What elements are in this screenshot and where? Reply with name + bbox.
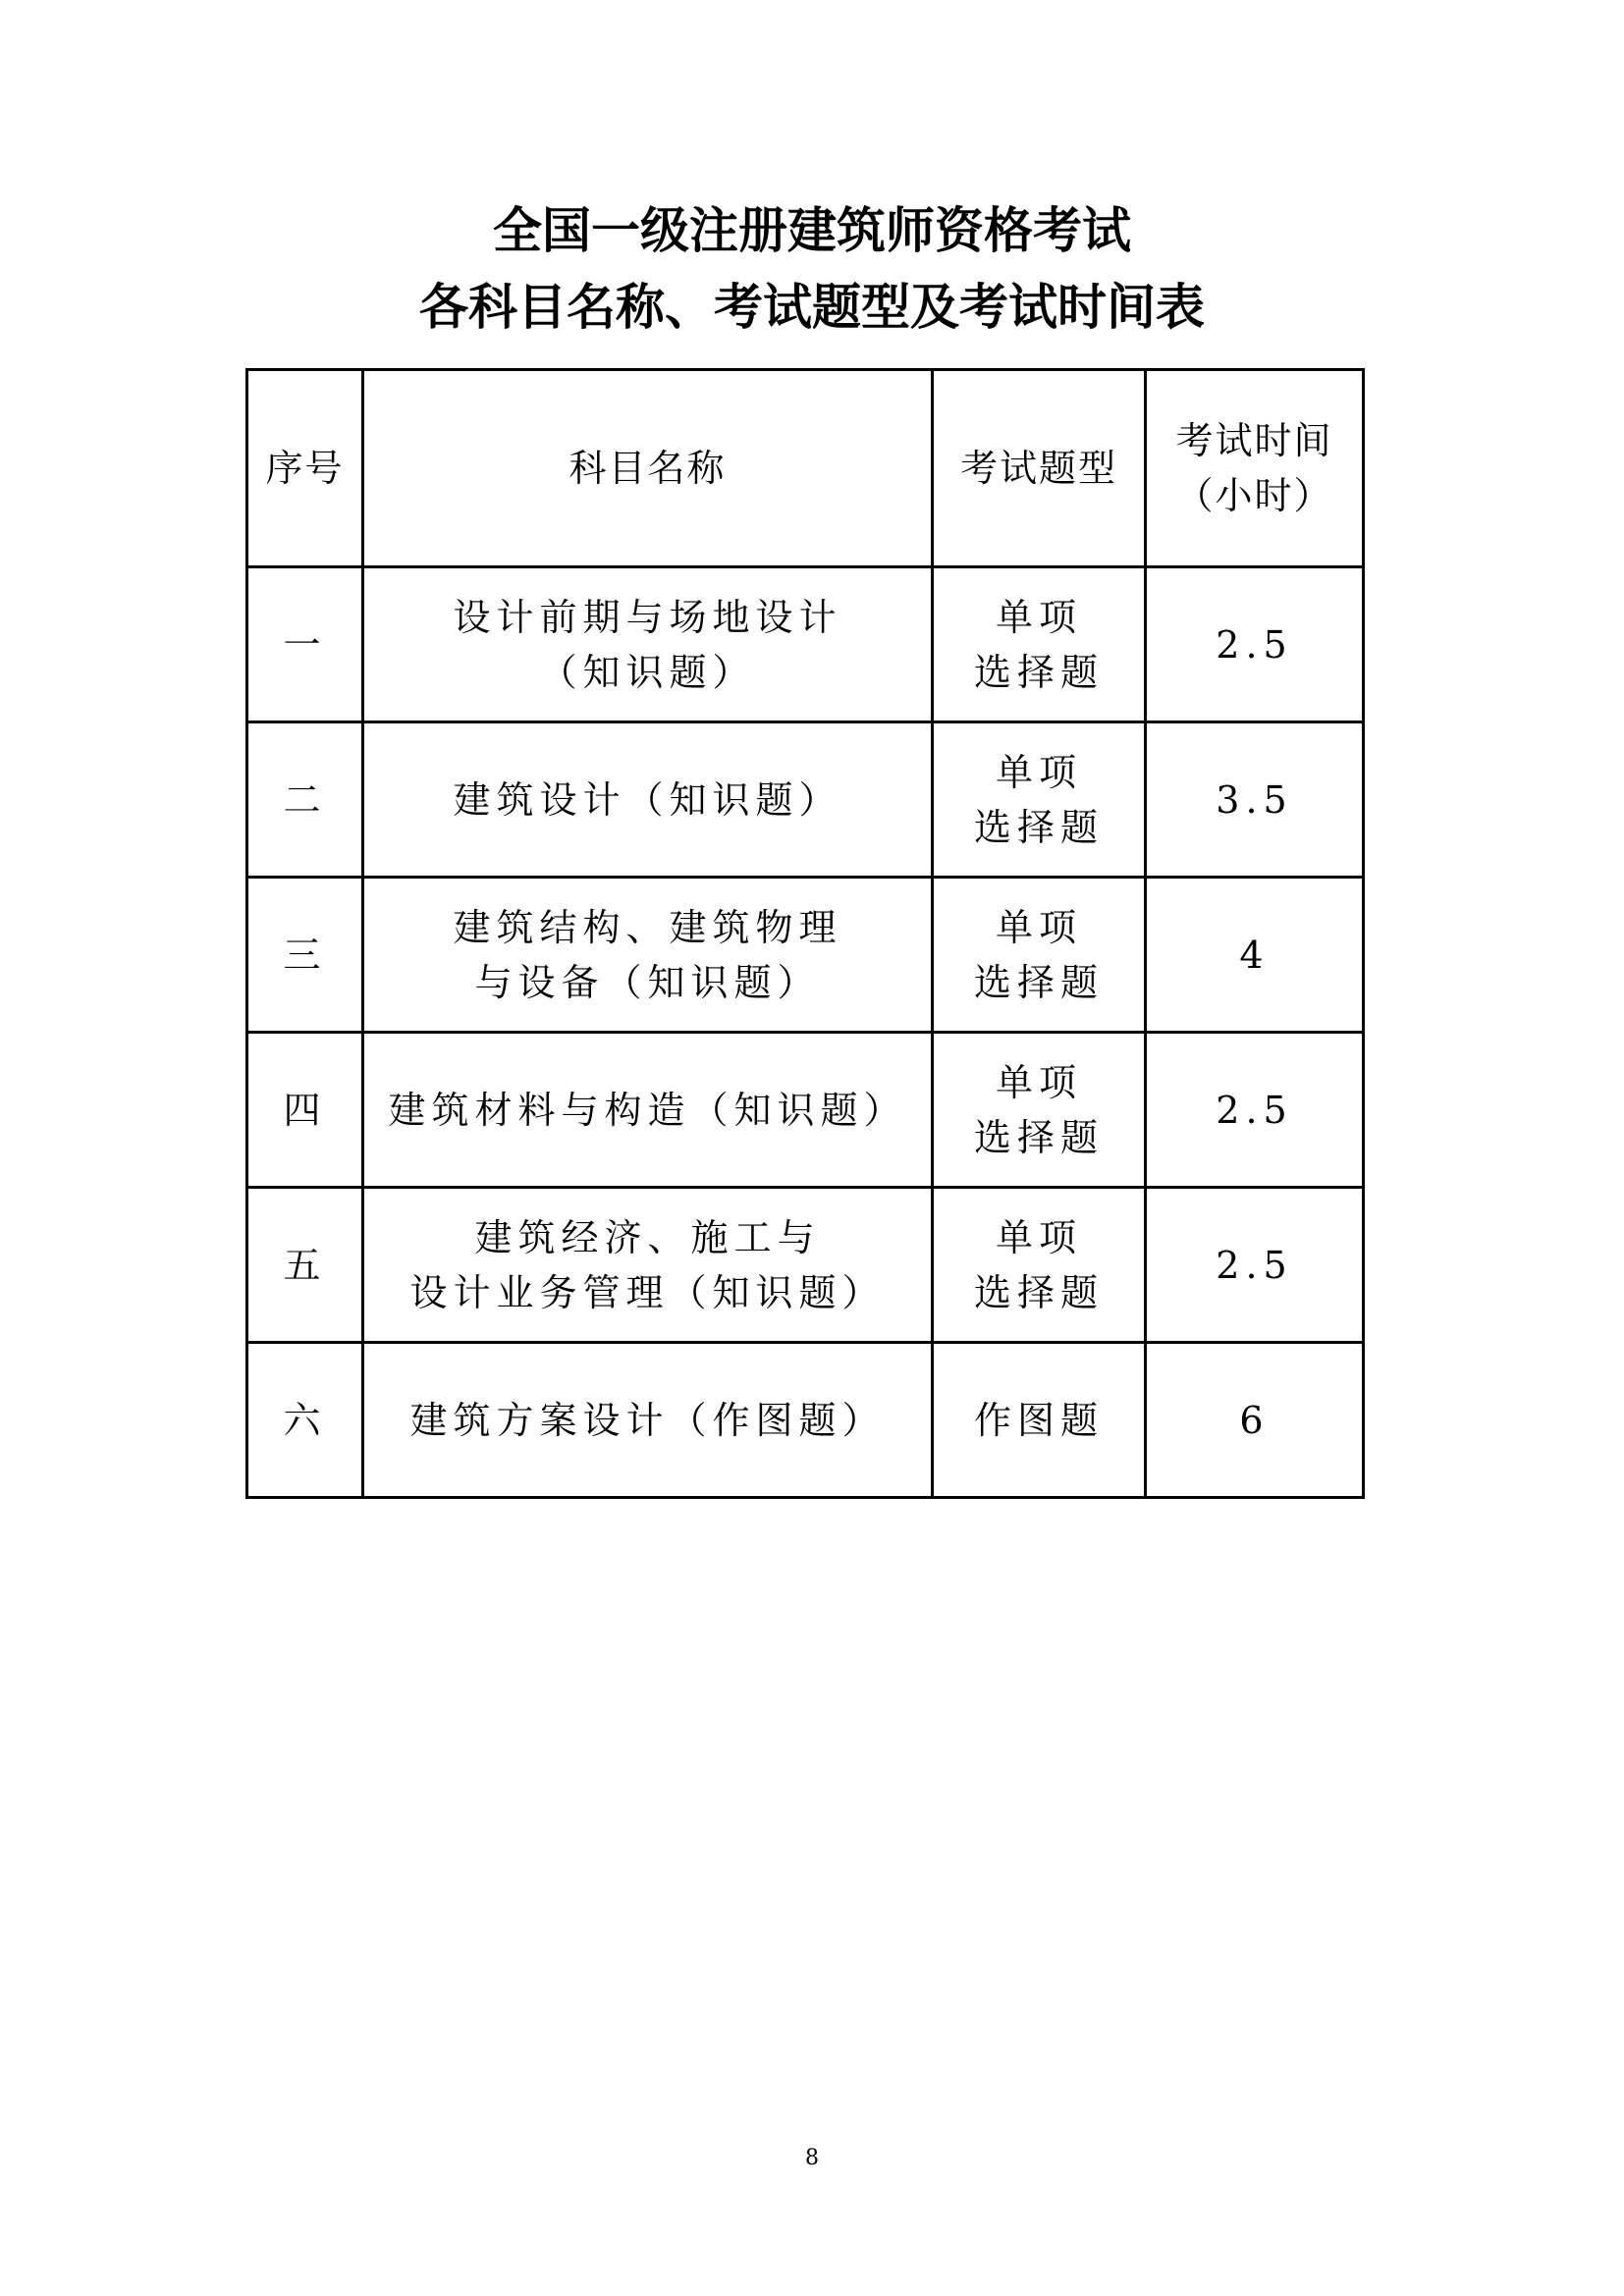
cell-seq: 三	[247, 878, 363, 1033]
cell-seq: 二	[247, 722, 363, 878]
cell-type-line: 单项	[995, 595, 1082, 639]
header-subject: 科目名称	[363, 370, 933, 567]
cell-subject-line: 建筑经济、施工与	[474, 1215, 821, 1259]
cell-subject-line: 建筑设计（知识题）	[453, 777, 842, 822]
cell-subject-line: （知识题）	[539, 650, 756, 694]
cell-type-line: 选择题	[973, 650, 1104, 694]
cell-type-line: 选择题	[973, 960, 1104, 1004]
cell-type-line: 选择题	[973, 1115, 1104, 1159]
header-time-line-1: 考试时间	[1175, 419, 1333, 462]
cell-subject-line: 建筑结构、建筑物理	[453, 905, 842, 949]
cell-type-line: 单项	[995, 905, 1082, 949]
cell-type-line: 作图题	[973, 1398, 1104, 1442]
cell-subject	[363, 1033, 933, 1188]
cell-time: 6	[1146, 1343, 1364, 1498]
page-number: 8	[805, 2146, 819, 2170]
cell-subject	[363, 567, 933, 722]
cell-subject-line: 与设备（知识题）	[474, 960, 821, 1004]
cell-type	[933, 1033, 1146, 1188]
header-seq: 序号	[247, 370, 363, 567]
cell-time: 4	[1146, 878, 1364, 1033]
cell-subject	[363, 1343, 933, 1498]
cell-type	[933, 567, 1146, 722]
header-type: 考试题型	[933, 370, 1146, 567]
cell-subject	[363, 722, 933, 878]
header-time-line-2: （小时）	[1175, 474, 1333, 517]
cell-seq: 五	[247, 1188, 363, 1343]
table-row	[247, 567, 1364, 722]
cell-type	[933, 722, 1146, 878]
table-row	[247, 1033, 1364, 1188]
cell-subject	[363, 1188, 933, 1343]
document-title-line-1: 全国一级注册建筑师资格考试	[493, 202, 1131, 259]
table-header-row	[247, 370, 1364, 567]
cell-type	[933, 1343, 1146, 1498]
cell-type-line: 选择题	[973, 1270, 1104, 1314]
table-row	[247, 878, 1364, 1033]
cell-time: 2.5	[1146, 567, 1364, 722]
document-title-line-2: 各科目名称、考试题型及考试时间表	[419, 279, 1205, 336]
cell-type	[933, 878, 1146, 1033]
cell-seq: 一	[247, 567, 363, 722]
cell-type	[933, 1188, 1146, 1343]
table-row	[247, 1188, 1364, 1343]
table-row	[247, 1343, 1364, 1498]
cell-subject	[363, 878, 933, 1033]
cell-time: 3.5	[1146, 722, 1364, 878]
exam-schedule-table	[245, 368, 1365, 1499]
cell-subject-line: 建筑方案设计（作图题）	[409, 1398, 886, 1442]
cell-type-line: 单项	[995, 1215, 1082, 1259]
cell-subject-line: 建筑材料与构造（知识题）	[388, 1088, 907, 1132]
cell-type-line: 单项	[995, 750, 1082, 794]
cell-seq: 四	[247, 1033, 363, 1188]
cell-subject-line: 设计前期与场地设计	[453, 595, 842, 639]
cell-type-line: 选择题	[973, 805, 1104, 849]
cell-seq: 六	[247, 1343, 363, 1498]
cell-time: 2.5	[1146, 1188, 1364, 1343]
header-time	[1146, 370, 1364, 567]
cell-type-line: 单项	[995, 1060, 1082, 1104]
table-row	[247, 722, 1364, 878]
cell-time: 2.5	[1146, 1033, 1364, 1188]
cell-subject-line: 设计业务管理（知识题）	[409, 1270, 886, 1314]
